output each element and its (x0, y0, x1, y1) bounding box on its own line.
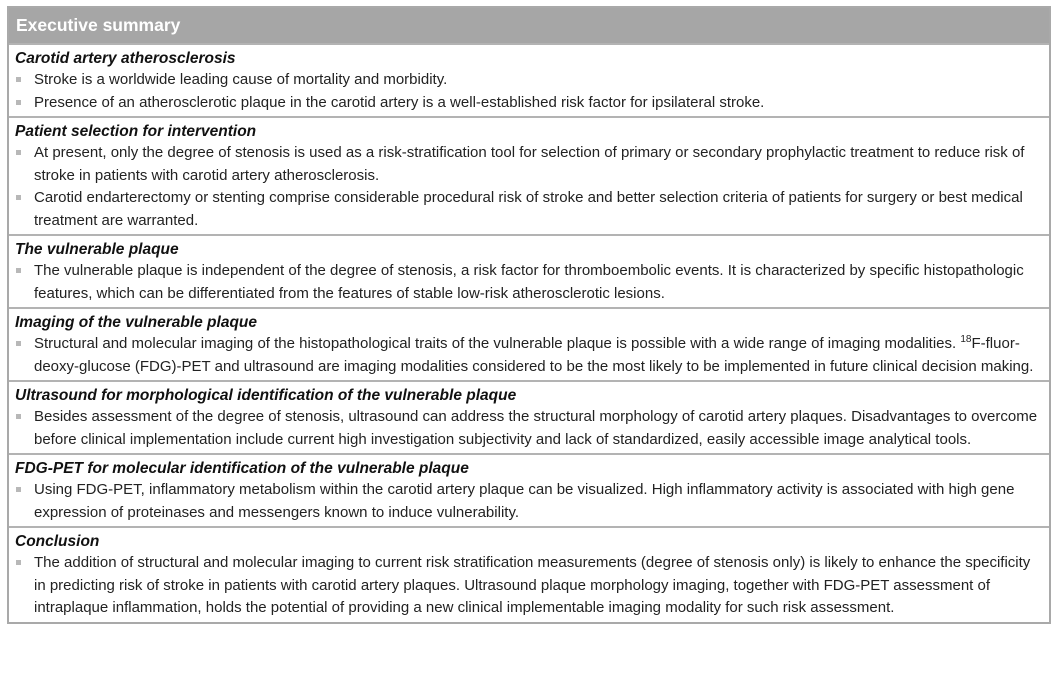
bullet-text: Stroke is a worldwide leading cause of mortality and morbidity. (34, 71, 448, 88)
bullet-item (15, 406, 1041, 451)
bullet-square-icon (16, 100, 21, 105)
section-heading: The vulnerable plaque (15, 241, 179, 258)
bullet-item (15, 479, 1041, 524)
bullet-text: Carotid endarterectomy or stenting comprise considerable procedural risk of stroke and better selection criteria of patients for surgery or best medical treatment are warranted. (34, 189, 1023, 229)
section-heading: Ultrasound for morphological identification of the vulnerable plaque (15, 387, 517, 404)
bullet-item (15, 187, 1041, 232)
section-fdg-pet (9, 453, 1049, 526)
bullet-text: The vulnerable plaque is independent of the degree of stenosis, a risk factor for thromboembolic events. It is characterized by specific histopathologic features, which can be differentiated from the features of stable low-risk atherosclerotic lesions. (34, 262, 1024, 302)
bullet-square-icon (16, 195, 21, 200)
section-carotid-atherosclerosis (9, 43, 1049, 116)
bullet-square-icon (16, 268, 21, 273)
section-vulnerable-plaque (9, 234, 1049, 307)
bullet-item (15, 92, 1041, 115)
bullet-square-icon (16, 150, 21, 155)
bullet-text: The addition of structural and molecular imaging to current risk stratification measurements (degree of stenosis only) is likely to enhance the specificity in predicting risk of stroke in patients with carotid artery plaques. Ultrasound plaque morphology imaging, together with FDG-PET assessment of intraplaque inflammation, holds the potential of providing a new clinical implementable imaging modality for such risk assessment. (34, 554, 1031, 616)
section-heading: Imaging of the vulnerable plaque (15, 314, 258, 331)
bullet-item (15, 333, 1041, 378)
section-heading: Carotid artery atherosclerosis (15, 50, 236, 67)
section-ultrasound (9, 380, 1049, 453)
section-conclusion (9, 526, 1049, 622)
section-heading: FDG-PET for molecular identification of the vulnerable plaque (15, 460, 469, 477)
bullet-text: Structural and molecular imaging of the histopathological traits of the vulnerable plaque is possible with a wide range of imaging modalities. (34, 335, 957, 352)
bullet-item (15, 142, 1041, 187)
bullet-text: Besides assessment of the degree of stenosis, ultrasound can address the structural morphology of carotid artery plaques. Disadvantages to overcome before clinical implementation include current high investigation subjectivity and lack of standardized, easily accessible image analytical tools. (34, 408, 1038, 448)
bullet-item (15, 69, 1041, 92)
bullet-item (15, 552, 1041, 620)
box-title: Executive summary (9, 8, 1049, 43)
bullet-square-icon (16, 341, 21, 346)
bullet-text: Presence of an atherosclerotic plaque in the carotid artery is a well-established risk factor for ipsilateral stroke. (34, 93, 765, 111)
superscript-18: 18 (960, 334, 972, 345)
bullet-text: At present, only the degree of stenosis is used as a risk-stratification tool for selection of primary or secondary prophylactic treatment to reduce risk of stroke in patients with carotid artery atherosclerosis. (34, 144, 1025, 184)
bullet-square-icon (16, 414, 21, 419)
bullet-square-icon (16, 77, 21, 82)
bullet-item (15, 260, 1041, 305)
section-imaging-vulnerable-plaque (9, 307, 1049, 380)
section-heading: Patient selection for intervention (15, 123, 257, 140)
bullet-text-continued: F-fluor-deoxy-glucose (FDG)-PET and ultrasound are imaging modalities considered to be the most likely to be implemented in future clinical decision making. (34, 335, 1034, 375)
bullet-square-icon (16, 560, 21, 565)
bullet-text: Using FDG-PET, inflammatory metabolism within the carotid artery plaque can be visualized. High inflammatory activity is associated with high gene expression of proteinases and messengers known to induce vulnerability. (34, 481, 1015, 521)
executive-summary-box (7, 6, 1051, 624)
section-patient-selection (9, 116, 1049, 234)
bullet-square-icon (16, 487, 21, 492)
section-heading: Conclusion (15, 533, 100, 550)
